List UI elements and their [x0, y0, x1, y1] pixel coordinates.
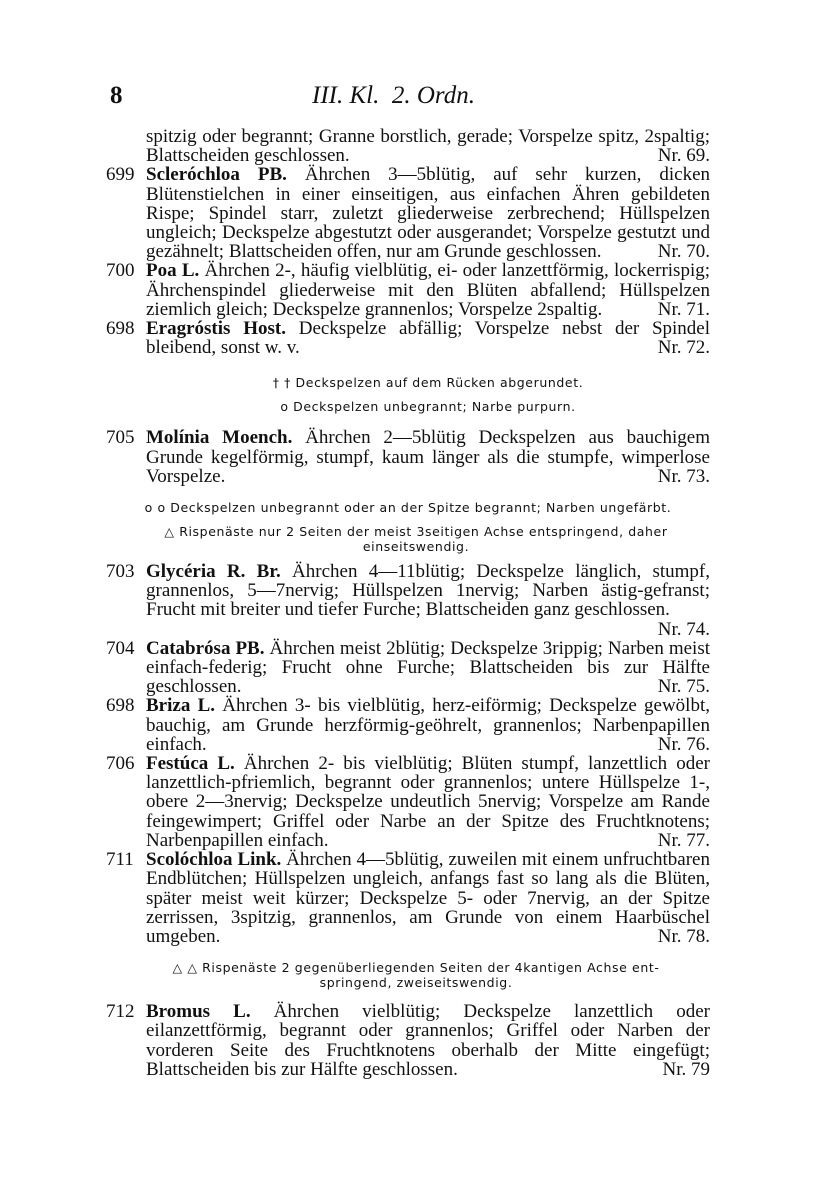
entry-description: Ährchen 2- bis vielblütig; Blüten stumpf, lanzettlich oder lanzettlich-pfriemlich, begrannt oder grannenlos; untere Hüllspelze 1-, obere 2—3nervig; Deckspelze undeutlich 5nervig; Vorspelze am Rande feingewimpert; Griffel oder Narbe an der Spitze des Fruchtknotens; Narbenpapillen einfach. — [146, 753, 710, 851]
entry-number: 706 — [106, 753, 135, 775]
section-heading-line: △ Rispenäste nur 2 Seiten der meist 3seitigen Achse entspringend, daher — [164, 524, 668, 540]
entry-reference: Nr. 75. — [657, 676, 710, 698]
entry-description: Ährchen meist 2blütig; Deckspelze 3rippig; Narben meist einfach-federig; Frucht ohne Furche; Blattscheiden bis zur Hälfte geschlossen. — [146, 637, 711, 698]
entry-number: 700 — [106, 260, 135, 282]
entry-number: 698 — [106, 318, 135, 340]
section-heading-line: einseitswendig. — [362, 539, 470, 555]
page-content — [106, 127, 710, 1079]
genus-name: Briza L. — [146, 695, 215, 717]
entry-description: Ährchen 3- bis vielblütig, herz-eiförmig; Deckspelze gewölbt, bauchig, am Grunde herzförmig-geöhrelt, grannenlos; Narbenpapillen einfach. — [146, 695, 710, 755]
entry-description: Ährchen 4—11blütig; Deckspelze länglich, stumpf, grannenlos, 5—7nervig; Hüllspelzen 1nervig; Narben ästig-gefranst; Frucht mit breiter und tiefer Furche; Blattscheiden ganz geschlossen. — [146, 561, 711, 621]
genus-entry — [106, 639, 710, 697]
entry-reference: Nr. 77. — [657, 829, 710, 851]
entry-reference: Nr. 70. — [657, 241, 710, 263]
entry-reference: Nr. 74. — [657, 618, 710, 640]
genus-entry — [106, 754, 710, 850]
page-number: 8 — [110, 82, 123, 109]
section-heading: o Deckspelzen unbegrannt; Narbe purpurn. — [280, 399, 576, 415]
section-heading — [106, 960, 686, 990]
section-heading — [106, 524, 686, 554]
entry-number: 704 — [106, 637, 135, 659]
section-heading: † † Deckspelzen auf dem Rücken abgerundet. — [272, 375, 584, 391]
entry-description: Deckspelze abfällig; Vorspelze nebst der Spindel bleibend, sonst w. v. — [146, 318, 711, 359]
entry-reference: Nr. 78. — [657, 925, 710, 947]
entry-number: 703 — [106, 561, 135, 583]
section-heading: o o Deckspelzen unbegrannt oder an der Spitze begrannt; Narben ungefärbt. — [144, 500, 672, 516]
genus-name: Scolóchloa Link. — [146, 849, 282, 871]
running-head: III. Kl. 2. Ordn. — [312, 82, 475, 109]
genus-entry — [106, 165, 710, 261]
genus-entry — [106, 127, 710, 165]
entry-description: Ährchen 2—5blütig Deckspelzen aus bauchigem Grunde kegelförmig, stumpf, kaum länger als die stumpfe, wimperlose Vorspelze. — [146, 427, 710, 487]
entry-reference: Nr. 73. — [657, 465, 710, 487]
genus-name: Scleróchloa PB. — [146, 164, 287, 186]
genus-entry — [106, 850, 710, 946]
genus-name: Poa L. — [146, 260, 200, 282]
genus-name: Catabrósa PB. — [146, 637, 265, 659]
entry-reference: Nr. 76. — [657, 733, 710, 755]
entry-description: spitzig oder begrannt; Granne borstlich, gerade; Vorspelze spitz, 2spaltig; Blattscheiden geschlossen. — [146, 126, 710, 167]
entry-description: Ährchen vielblütig; Deckspelze lanzettlich oder eilanzettförmig, begrannt oder grannenlos; Griffel oder Narben der vorderen Seite des Fruchtknotens oberhalb der Mitte eingefügt; Blattscheiden bis zur Hälfte geschlossen. — [146, 1001, 711, 1080]
genus-name: Molínia Moench. — [146, 427, 293, 449]
section-heading-line: springend, zweiseitswendig. — [319, 975, 513, 991]
genus-entry — [106, 696, 710, 754]
entry-reference: Nr. 79 — [662, 1058, 710, 1080]
section-heading-line: △ △ Rispenäste 2 gegenüberliegenden Seiten der 4kantigen Achse ent- — [172, 960, 660, 976]
genus-entry — [106, 261, 710, 319]
genus-entry — [106, 428, 710, 486]
genus-entry — [106, 1002, 710, 1079]
genus-entry — [106, 319, 710, 357]
entry-number: 711 — [106, 849, 134, 871]
genus-name: Festúca L. — [146, 753, 235, 775]
genus-name: Bromus L. — [146, 1001, 251, 1023]
entry-number: 699 — [106, 164, 135, 186]
entry-description: Ährchen 4—5blütig, zuweilen mit einem unfruchtbaren Endblütchen; Hüllspelzen ungleich, anfangs fast so lang als die Blüten, später meist weit kürzer; Deckspelze 5- oder 7nervig, an der Spitze zerrissen, 3spitzig, grannenlos, am Grunde von einem Haarbüschel umgeben. — [146, 849, 710, 947]
entry-number: 698 — [106, 695, 135, 717]
entry-number: 705 — [106, 427, 135, 449]
entry-reference: Nr. 71. — [657, 298, 710, 320]
genus-name: Glycéria R. Br. — [146, 561, 281, 583]
genus-entry — [106, 562, 710, 639]
entry-number: 712 — [106, 1001, 135, 1023]
genus-name: Eragróstis Host. — [146, 318, 286, 340]
entry-reference: Nr. 72. — [657, 337, 710, 359]
entry-description: Ährchen 3—5blütig, auf sehr kurzen, dicken Blütenstielchen in einer einseitigen, aus einfachen Ähren gebildeten Rispe; Spindel starr, zuletzt gliederweise zerbrechend; Hüllspelzen ungleich; Deckspelze abgestutzt oder ausgerandet; Vorspelze gestutzt und gezähnelt; Blattscheiden offen, nur am Grunde geschlossen. — [146, 164, 710, 263]
entry-reference: Nr. 69. — [657, 145, 710, 167]
entry-description: Ährchen 2-, häufig vielblütig, ei- oder lanzettförmig, lockerrispig; Ährchenspindel gliederweise mit den Blüten abfallend; Hüllspelzen ziemlich gleich; Deckspelze grannenlos; Vorspelze 2spaltig. — [146, 260, 710, 320]
